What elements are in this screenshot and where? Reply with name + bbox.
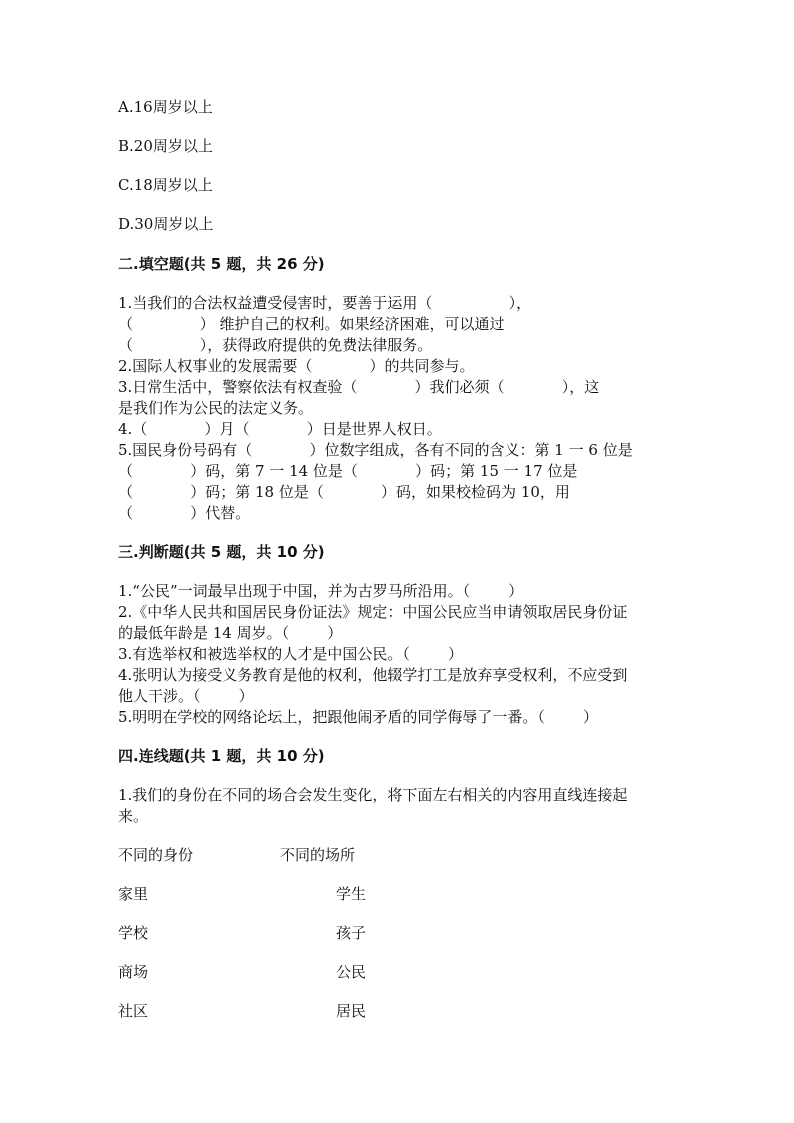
section4-question-line: 来。 [118, 807, 149, 825]
right-item: 公民 [336, 963, 367, 981]
section2-line: （ ）码；第 18 位是（ ）码，如果校检码为 10，用 [118, 483, 570, 501]
section3-line: 2.《中华人民共和国居民身份证法》规定：中国公民应当申请领取居民身份证 [118, 603, 628, 621]
section2-line: （ ）码，第 7 一 14 位是（ ）码；第 15 一 17 位是 [118, 462, 578, 480]
section2-line: 1.当我们的合法权益遭受侵害时，要善于运用（ ）， [118, 294, 532, 312]
right-item: 孩子 [336, 924, 367, 942]
left-item: 社区 [118, 1002, 149, 1020]
section3-line: 的最低年龄是 14 周岁。（ ） [118, 624, 343, 642]
section3-line: 4.张明认为接受义务教育是他的权利，他辍学打工是放弃享受权利，不应受到 [118, 666, 628, 684]
section3-line: 3.有选举权和被选举权的人才是中国公民。（ ） [118, 645, 463, 663]
header-left: 不同的身份 [118, 846, 194, 864]
section4-question-line: 1.我们的身份在不同的场合会发生变化，将下面左右相关的内容用直线连接起 [118, 786, 628, 804]
right-item: 学生 [336, 885, 367, 903]
section3-line: 5.明明在学校的网络论坛上，把跟他闹矛盾的同学侮辱了一番。（ ） [118, 708, 598, 726]
section3-line: 他人干涉。（ ） [118, 687, 254, 705]
section2-line: 2.国际人权事业的发展需要（ ）的共同参与。 [118, 357, 475, 375]
section2-line: 3.日常生活中，警察依法有权查验（ ）我们必须（ ），这 [118, 378, 600, 396]
section2-line: （ ）代替。 [118, 504, 251, 522]
choice-d: D.30周岁以上 [118, 215, 214, 233]
section3-line: 1.“公民”一词最早出现于中国，并为古罗马所沿用。（ ） [118, 582, 524, 600]
right-item: 居民 [336, 1002, 367, 1020]
left-item: 家里 [118, 885, 149, 903]
left-item: 商场 [118, 963, 149, 981]
section2-title: 二.填空题(共 5 题，共 26 分) [118, 255, 325, 273]
header-right: 不同的场所 [280, 846, 356, 864]
section2-line: 5.国民身份号码有（ ）位数字组成，各有不同的含义：第 1 一 6 位是 [118, 441, 633, 459]
section3-title: 三.判断题(共 5 题，共 10 分) [118, 543, 325, 561]
section2-line: 是我们作为公民的法定义务。 [118, 399, 314, 417]
choice-c: C.18周岁以上 [118, 176, 213, 194]
section2-line: （ ），获得政府提供的免费法律服务。 [118, 336, 433, 354]
choice-b: B.20周岁以上 [118, 137, 213, 155]
choice-a: A.16周岁以上 [118, 98, 213, 116]
section4-title: 四.连线题(共 1 题，共 10 分) [118, 747, 325, 765]
section2-line: （ ） 维护自己的权利。如果经济困难，可以通过 [118, 315, 505, 333]
section2-line: 4.（ ）月（ ）日是世界人权日。 [118, 420, 442, 438]
left-item: 学校 [118, 924, 149, 942]
